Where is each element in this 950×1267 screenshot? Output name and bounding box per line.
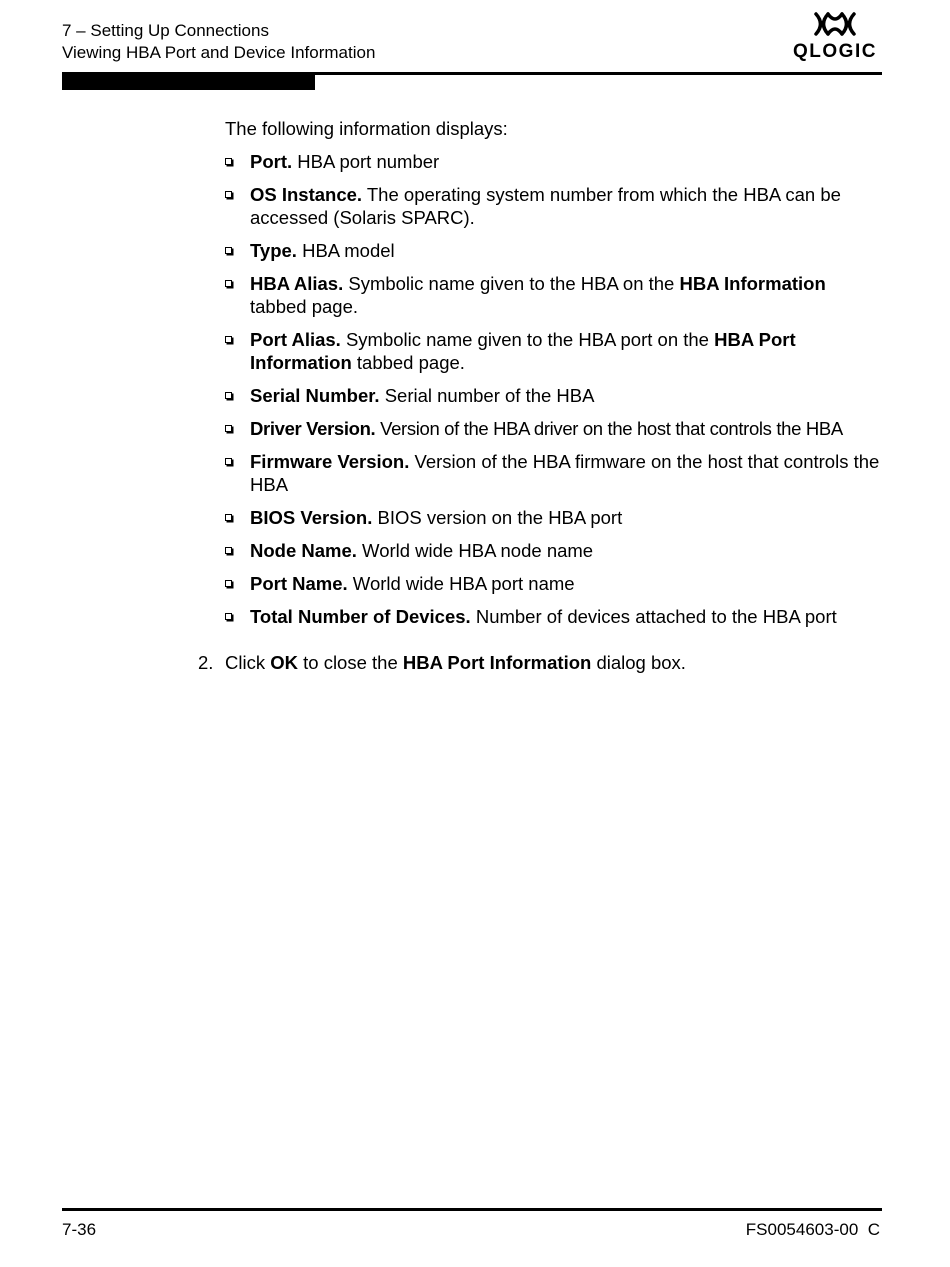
list-item	[225, 150, 885, 173]
item-term: Firmware Version.	[250, 451, 410, 472]
item-term: HBA Alias.	[250, 273, 344, 294]
item-description: tabbed page.	[351, 352, 465, 373]
list-item	[225, 539, 885, 562]
item-description: World wide HBA port name	[347, 573, 575, 594]
step-text: dialog box.	[591, 652, 686, 673]
step-text: to close the	[297, 652, 403, 673]
item-description: Serial number of the HBA	[379, 385, 595, 406]
list-item	[225, 384, 885, 407]
checkbox-bullet-icon	[225, 191, 232, 198]
item-term: Serial Number.	[250, 385, 380, 406]
checkbox-bullet-icon	[225, 336, 232, 343]
item-description: HBA port number	[292, 151, 440, 172]
list-item	[225, 605, 885, 628]
section-title: Viewing HBA Port and Device Information	[62, 43, 376, 62]
item-description: World wide HBA node name	[356, 540, 594, 561]
item-description: tabbed page.	[250, 296, 359, 317]
item-term: BIOS Version.	[250, 507, 373, 528]
item-term: OS Instance.	[250, 184, 363, 205]
step-number: 2.	[198, 652, 214, 673]
checkbox-bullet-icon	[225, 247, 232, 254]
item-description: Version of the HBA firmware on the host that controls the HBA	[250, 451, 880, 495]
item-term: Driver Version.	[250, 418, 376, 439]
checkbox-bullet-icon	[225, 392, 232, 399]
qlogic-logo-icon	[812, 10, 858, 38]
item-ui-reference: HBA Information	[679, 273, 826, 294]
procedure-step	[198, 651, 888, 674]
item-description: Version of the HBA driver on the host that controls the HBA	[375, 418, 843, 439]
list-item	[225, 572, 885, 595]
item-description: HBA model	[296, 240, 395, 261]
info-list	[225, 150, 885, 628]
footer-rule	[62, 1208, 882, 1211]
step-text: Click	[225, 652, 271, 673]
item-term: Total Number of Devices.	[250, 606, 471, 627]
item-description: The operating system number from which the HBA can be accessed (Solaris SPARC).	[250, 184, 841, 228]
item-term: Type.	[250, 240, 297, 261]
checkbox-bullet-icon	[225, 547, 232, 554]
checkbox-bullet-icon	[225, 514, 232, 521]
checkbox-bullet-icon	[225, 613, 232, 620]
list-item	[225, 272, 885, 318]
list-item	[225, 450, 885, 496]
item-description: Number of devices attached to the HBA port	[470, 606, 837, 627]
header-bar	[62, 75, 315, 90]
chapter-title: 7 – Setting Up Connections	[62, 21, 269, 40]
checkbox-bullet-icon	[225, 280, 232, 287]
checkbox-bullet-icon	[225, 158, 232, 165]
checkbox-bullet-icon	[225, 425, 232, 432]
item-term: Port.	[250, 151, 293, 172]
step-ui-reference: OK	[270, 652, 298, 673]
document-id: FS0054603-00 C	[745, 1220, 880, 1239]
list-item	[225, 183, 885, 229]
item-term: Node Name.	[250, 540, 357, 561]
list-item	[225, 506, 885, 529]
checkbox-bullet-icon	[225, 458, 232, 465]
item-ui-reference: HBA Port Information	[250, 329, 796, 373]
intro-text: The following information displays:	[225, 118, 508, 139]
item-description: BIOS version on the HBA port	[372, 507, 623, 528]
qlogic-logo	[790, 10, 880, 66]
page-number: 7-36	[62, 1220, 97, 1239]
body-content	[225, 117, 885, 638]
logo-wordmark: QLOGIC	[793, 41, 877, 62]
list-item	[225, 239, 885, 262]
item-term: Port Name.	[250, 573, 348, 594]
item-term: Port Alias.	[250, 329, 341, 350]
item-description: Symbolic name given to the HBA port on the	[340, 329, 715, 350]
item-description: Symbolic name given to the HBA on the	[343, 273, 680, 294]
list-item	[225, 417, 885, 440]
list-item	[225, 328, 885, 374]
running-header	[62, 20, 375, 64]
checkbox-bullet-icon	[225, 580, 232, 587]
step-ui-reference: HBA Port Information	[402, 652, 592, 673]
